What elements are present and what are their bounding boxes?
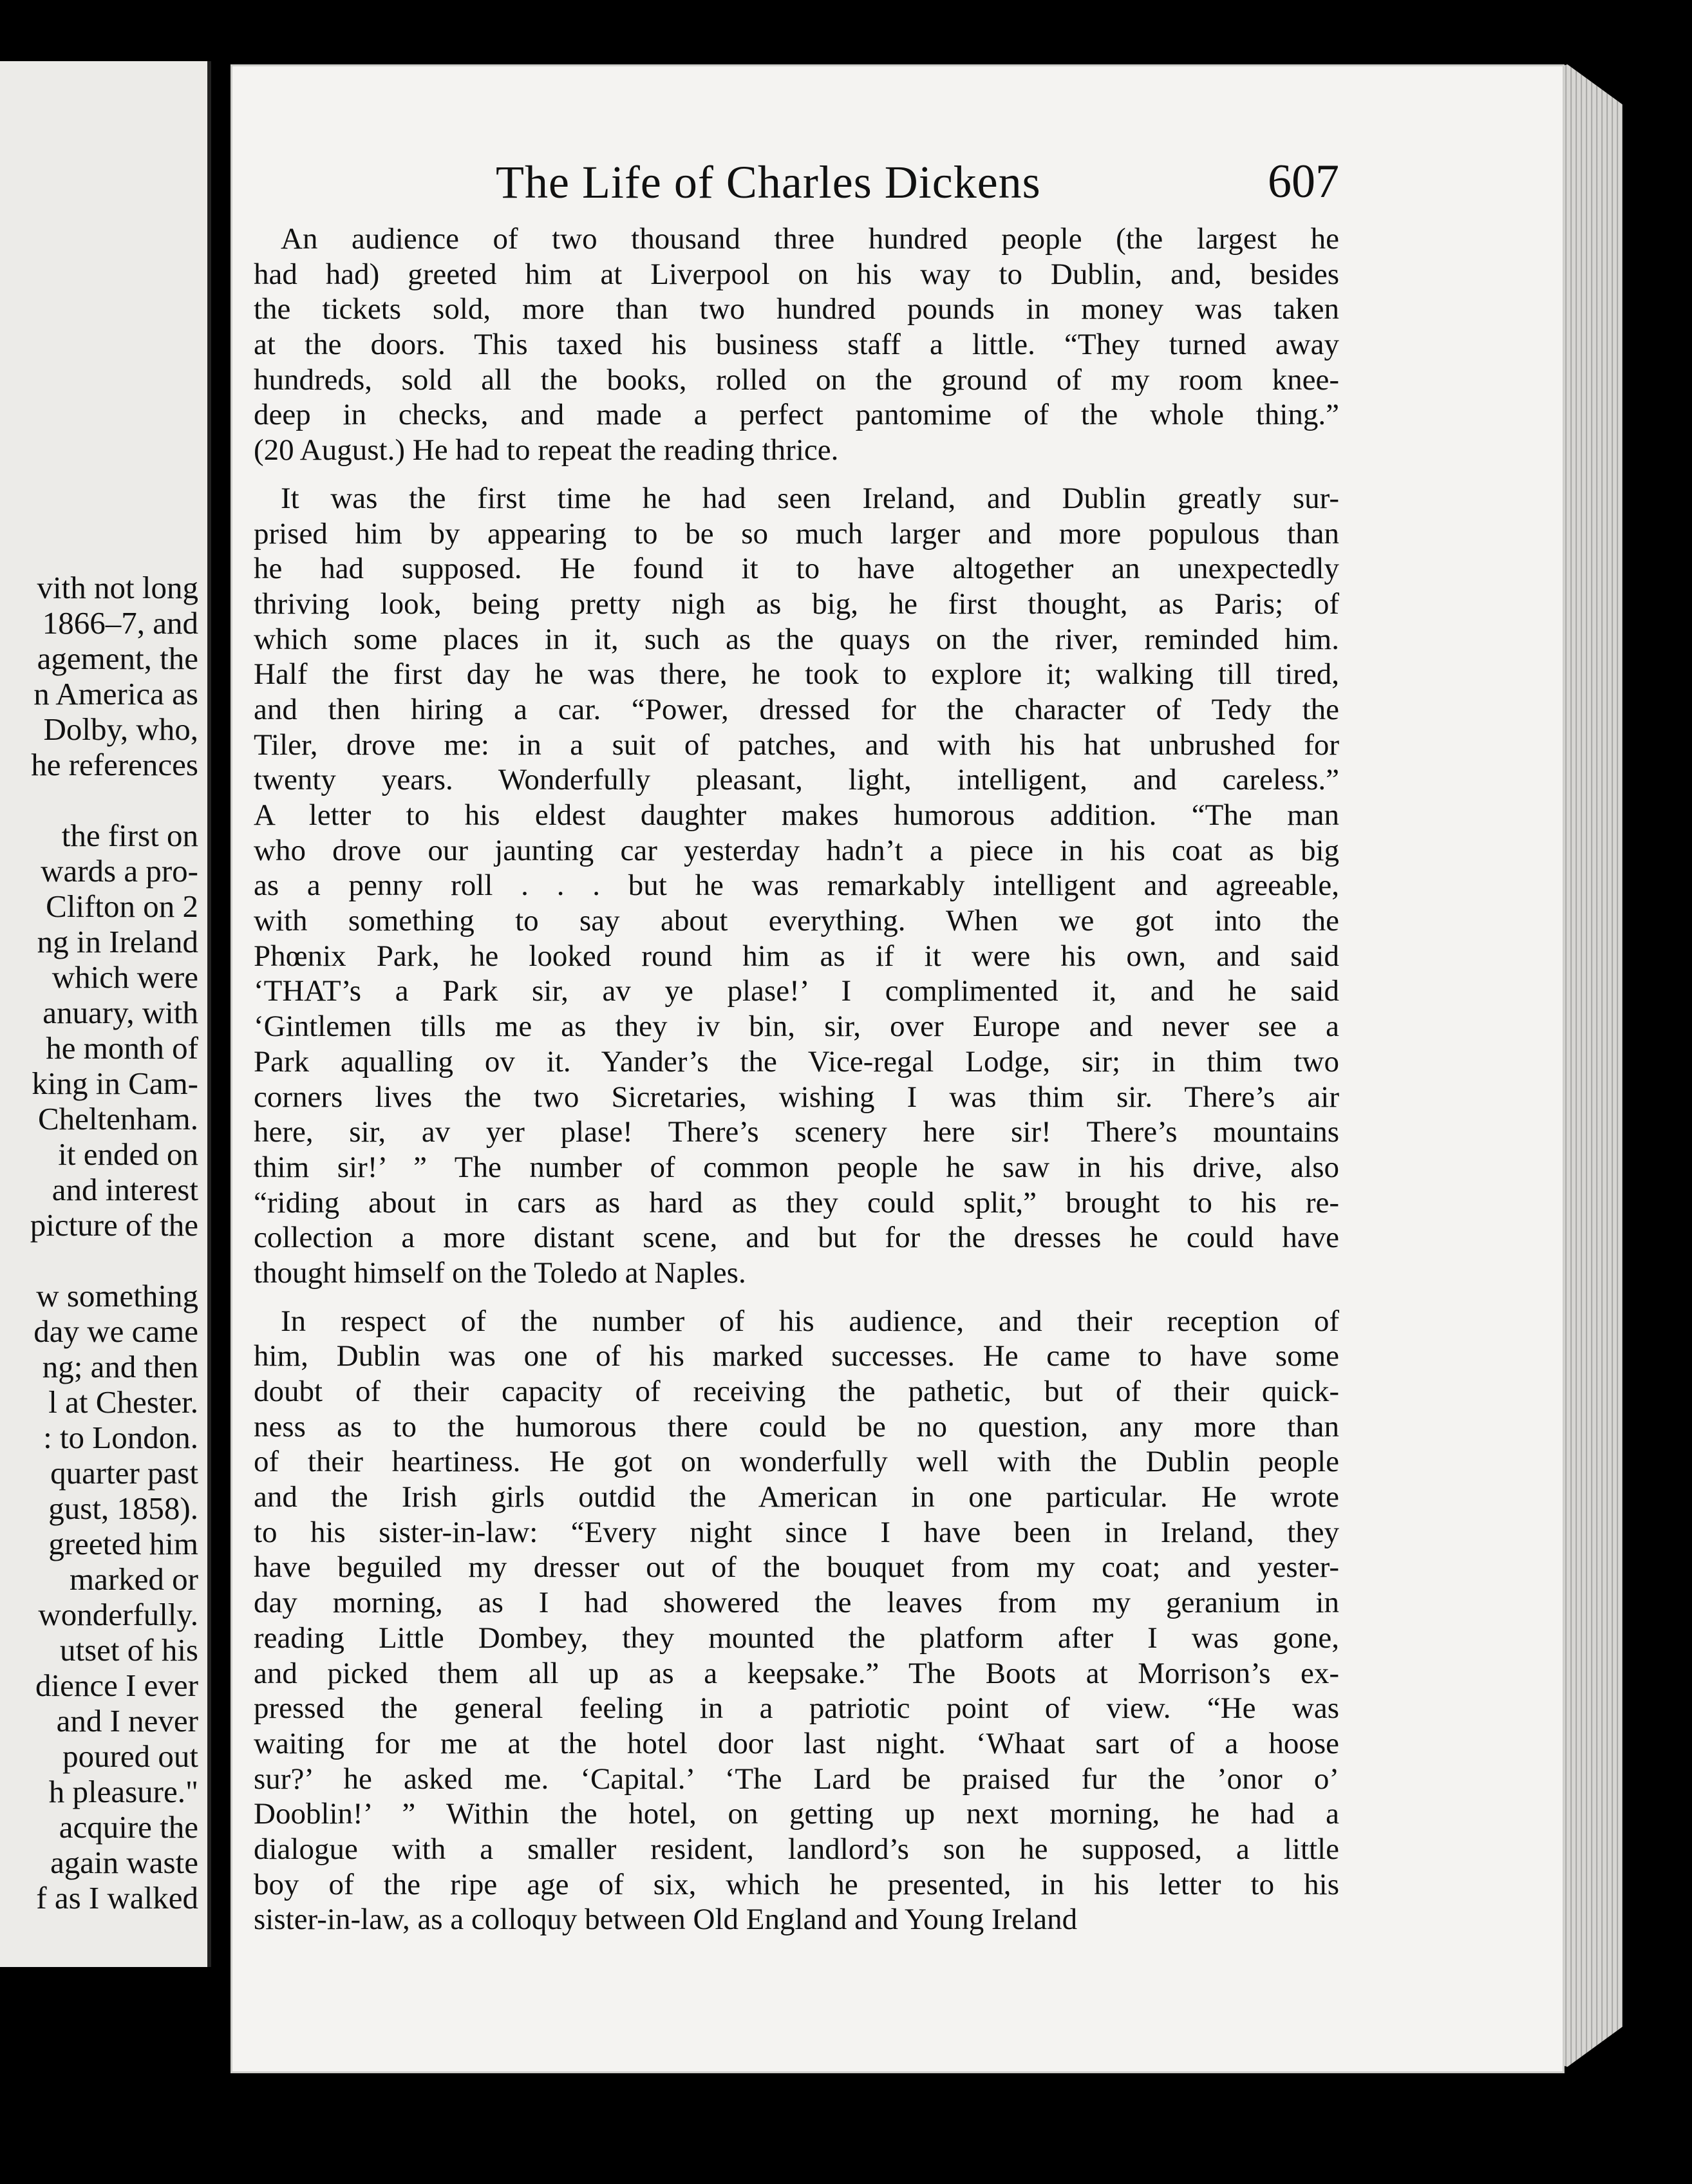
text-line: Phœnix Park, he looked round him as if it were his own, and said (254, 939, 1339, 973)
page-number: 607 (1268, 155, 1339, 208)
text-line: ness as to the humorous there could be no question, any more than (254, 1409, 1339, 1444)
text-line: as a penny roll . . . but he was remarkably intelligent and agreeable, (254, 869, 1339, 903)
left-page-line: picture of the (30, 1207, 198, 1243)
text-line: sister-in-law, as a colloquy between Old England and Young Ireland (254, 1903, 1078, 1937)
text-line: In respect of the number of his audience, and their reception of (281, 1304, 1339, 1338)
text-line: It was the first time he had seen Ireland, and Dublin greatly sur- (281, 481, 1339, 515)
text-line: at the doors. This taxed his business staff a little. “They turned away (254, 328, 1339, 362)
left-page-line: h pleasure." (48, 1774, 198, 1809)
text-line: reading Little Dombey, they mounted the platform after I was gone, (254, 1621, 1339, 1655)
text-line: and then hiring a car. “Power, dressed for the character of Tedy the (254, 692, 1339, 726)
left-page-line: l at Chester. (48, 1384, 198, 1420)
text-line: Tiler, drove me: in a suit of patches, and with his hat unbrushed for (254, 728, 1339, 762)
text-line: collection a more distant scene, and but for the dresses he could have (254, 1221, 1339, 1255)
text-line: pressed the general feeling in a patriotic point of view. “He was (254, 1691, 1339, 1726)
left-page-line: Cheltenham. (37, 1101, 198, 1136)
text-line: the tickets sold, more than two hundred pounds in money was taken (254, 292, 1339, 326)
left-page-line: n America as (33, 676, 198, 711)
left-page-line: Dolby, who, (43, 711, 198, 747)
text-line: ‘Gintlemen tills me as they iv bin, sir, over Europe and never see a (254, 1010, 1339, 1044)
text-line: which some places in it, such as the quays on the river, reminded him. (254, 622, 1339, 656)
left-page-line: : to London. (43, 1420, 198, 1455)
text-line: Park aqualling ov it. Yander’s the Vice-regal Lodge, sir; in thim two (254, 1044, 1339, 1078)
text-line: thought himself on the Toledo at Naples. (254, 1256, 746, 1290)
left-page-line: and interest (52, 1172, 198, 1207)
left-page-line: poured out (62, 1738, 198, 1774)
text-line: An audience of two thousand three hundred people (the largest he (281, 222, 1339, 256)
text-line: thriving look, being pretty nigh as big, he first thought, as Paris; of (254, 587, 1339, 621)
left-page-line: anuary, with (42, 995, 198, 1030)
left-page-line: he references (31, 747, 198, 782)
text-line: sur?’ he asked me. ‘Capital.’ ‘The Lard be praised fur the ’onor o’ (254, 1762, 1339, 1796)
left-page-line: acquire the (59, 1809, 198, 1845)
left-page-line: utset of his (59, 1632, 198, 1668)
text-line: deep in checks, and made a perfect pantomime of the whole thing.” (254, 398, 1339, 432)
text-line: and picked them all up as a keepsake.” The Boots at Morrison’s ex- (254, 1656, 1339, 1690)
left-page-line: wards a pro- (41, 853, 198, 889)
left-page-line: king in Cam- (32, 1066, 198, 1101)
running-head (258, 148, 1339, 219)
paragraph (254, 1304, 1339, 1937)
text-line: A letter to his eldest daughter makes humorous addition. “The man (254, 798, 1339, 832)
text-line: Dooblin!’ ” Within the hotel, on getting up next morning, he had a (254, 1797, 1339, 1831)
text-line: hundreds, sold all the books, rolled on the ground of my room knee- (254, 362, 1339, 397)
left-page-line: wonderfully. (38, 1597, 198, 1632)
text-line: Half the first day he was there, he took to explore it; walking till tired, (254, 657, 1339, 692)
text-line: here, sir, av yer plase! There’s scenery here sir! There’s mountains (254, 1115, 1339, 1149)
text-line: to his sister-in-law: “Every night since I have been in Ireland, they (254, 1515, 1339, 1549)
text-line: thim sir!’ ” The number of common people he saw in his drive, also (254, 1150, 1339, 1184)
text-line: have beguiled my dresser out of the bouquet from my coat; and yester- (254, 1550, 1339, 1585)
text-line: waiting for me at the hotel door last night. ‘Whaat sart of a hoose (254, 1726, 1339, 1760)
paragraph (254, 221, 1339, 468)
text-line: who drove our jaunting car yesterday hadn’t a piece in his coat as big (254, 833, 1339, 867)
text-line: boy of the ripe age of six, which he presented, in his letter to his (254, 1867, 1339, 1901)
text-line: day morning, as I had showered the leaves from my geranium in (254, 1586, 1339, 1620)
text-line: dialogue with a smaller resident, landlord’s son he supposed, a little (254, 1832, 1339, 1866)
paragraph (254, 481, 1339, 1291)
left-page-line: greeted him (48, 1526, 198, 1561)
left-page-line: dience I ever (35, 1668, 198, 1703)
left-page-line: again waste (50, 1845, 198, 1880)
left-page-line: quarter past (50, 1455, 198, 1491)
text-line: corners lives the two Sicretaries, wishing I was thim sir. There’s air (254, 1080, 1339, 1114)
left-page-line: vith not long (37, 570, 198, 605)
text-line: and the Irish girls outdid the American in one particular. He wrote (254, 1480, 1339, 1514)
text-line: ‘THAT’s a Park sir, av ye plase!’ I complimented it, and he said (254, 974, 1339, 1008)
body-text (254, 221, 1339, 1937)
left-page-edge (0, 61, 211, 1967)
running-head-title: The Life of Charles Dickens (496, 156, 1041, 208)
left-page-line: ng; and then (42, 1349, 198, 1384)
text-line: had had) greeted him at Liverpool on his way to Dublin, and, besides (254, 257, 1339, 291)
left-page-line: the first on (61, 818, 198, 853)
left-page-line: agement, the (37, 641, 198, 676)
left-page-line: he month of (46, 1030, 198, 1066)
left-page-line: day we came (33, 1313, 198, 1349)
left-page-line (0, 1243, 198, 1278)
left-page-line: gust, 1858). (48, 1491, 198, 1526)
text-line: with something to say about everything. When we got into the (254, 904, 1339, 938)
text-line: (20 August.) He had to repeat the reading thrice. (254, 433, 839, 467)
text-line: him, Dublin was one of his marked successes. He came to have some (254, 1339, 1339, 1373)
left-page-line: which were (52, 959, 198, 995)
left-page-line: and I never (56, 1703, 198, 1738)
left-page-line: it ended on (58, 1136, 198, 1172)
left-page-line: 1866–7, and (42, 605, 198, 641)
left-page-line: marked or (70, 1561, 198, 1597)
left-page-line: Clifton on 2 (46, 889, 198, 924)
left-page-line: f as I walked (36, 1880, 198, 1916)
text-line: doubt of their capacity of receiving the pathetic, but of their quick- (254, 1375, 1339, 1408)
text-line: twenty years. Wonderfully pleasant, light, intelligent, and careless.” (254, 763, 1339, 797)
text-line: he had supposed. He found it to have altogether an unexpectedly (254, 552, 1339, 586)
text-line: “riding about in cars as hard as they could split,” brought to his re- (254, 1185, 1339, 1219)
text-line: of their heartiness. He got on wonderfully well with the Dublin people (254, 1445, 1339, 1479)
left-page-line: w something (36, 1278, 198, 1313)
left-page-line (0, 782, 198, 818)
left-page-line: ng in Ireland (37, 924, 198, 959)
text-line: prised him by appearing to be so much larger and more populous than (254, 516, 1339, 551)
left-page-text-fragments (0, 570, 198, 1916)
